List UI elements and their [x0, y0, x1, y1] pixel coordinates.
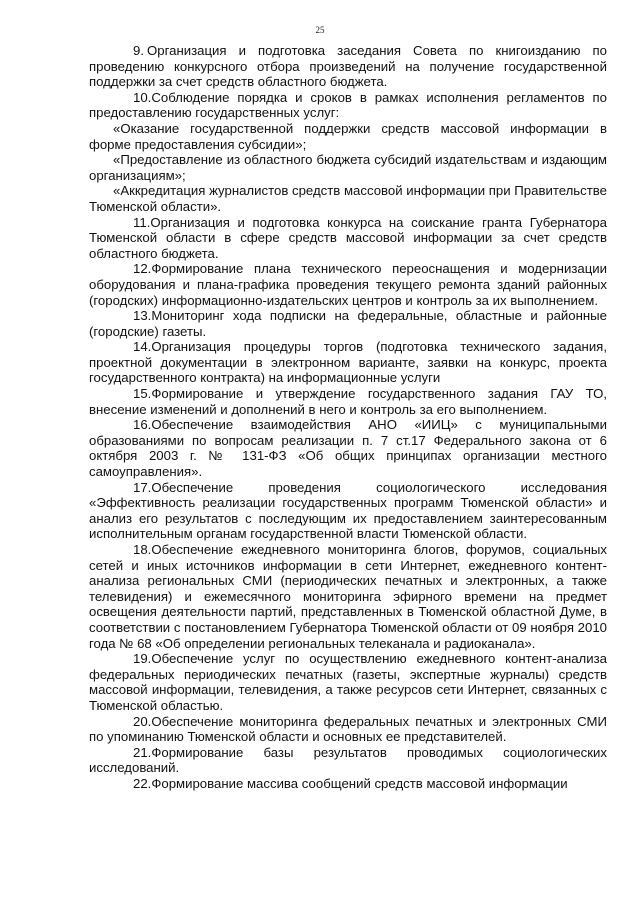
list-item-21	[89, 745, 607, 776]
item-number: 12.	[133, 261, 152, 277]
item-number: 22.	[133, 775, 152, 791]
item-number: 14.	[133, 339, 152, 355]
item-text: Обеспечение проведения социологического исследования «Эффективность реализации государственных программ Тюменской области» и анализ его результатов с последующим их предоставлением заинтересованным исполнительным органам государственной власти Тюменской области.	[89, 479, 607, 542]
item-text: Формирование массива сообщений средств массовой информации	[151, 775, 568, 791]
service-item-subsidy-support	[89, 121, 607, 152]
document-body	[89, 43, 607, 792]
item-text: Мониторинг хода подписки на федеральные, областные и районные (городские) газеты.	[89, 308, 607, 339]
page-number: 25	[315, 25, 325, 35]
list-item-16	[89, 417, 607, 479]
item-number: 10.	[133, 89, 152, 105]
item-text: Организация процедуры торгов (подготовка технического задания, проектной документации в электронном варианте, заявки на конкурс, проекта государственного контракта) на информационные услуги	[89, 339, 607, 386]
item-text: Формирование и утверждение государственного задания ГАУ ТО, внесение изменений и дополнений в него и контроль за его выполнением.	[89, 386, 607, 417]
item-number: 9.	[133, 43, 144, 58]
item-number: 17.	[133, 479, 152, 495]
item-number: 16.	[133, 417, 152, 433]
list-item-11	[89, 215, 607, 262]
item-text: Организация и подготовка заседания Совета по книгоизданию по проведению конкурсного отбора произведений на получение государственной поддержки за счет средств областного бюджета.	[89, 43, 607, 90]
list-item-19	[89, 651, 607, 713]
item-text: «Предоставление из областного бюджета субсидий издательствам и издающим организациям»;	[89, 152, 607, 183]
item-number: 19.	[133, 651, 152, 667]
list-item-13	[89, 308, 607, 339]
list-item-17	[89, 480, 607, 542]
list-item-22	[89, 776, 607, 792]
item-text: Обеспечение мониторинга федеральных печатных и электронных СМИ по упоминанию Тюменской области и основных ее представителей.	[89, 713, 607, 745]
item-text: Обеспечение взаимодействия АНО «ИИЦ» с муниципальными образованиями по вопросам реализации п. 7 ст.17 Федерального закона от 6 октября 2003 г. № 131-ФЗ «Об общих принципах организации местного самоуправления».	[89, 417, 607, 480]
list-item-9	[89, 43, 607, 90]
list-item-12	[89, 261, 607, 308]
item-number: 21.	[133, 744, 152, 760]
item-number: 15.	[133, 386, 152, 402]
service-item-accreditation	[89, 183, 607, 214]
list-item-15	[89, 386, 607, 417]
list-item-20	[89, 714, 607, 745]
service-item-publishers-subsidy	[89, 152, 607, 183]
item-text: «Оказание государственной поддержки средств массовой информации в форме предоставления субсидии»;	[89, 120, 607, 152]
item-text: Формирование плана технического переоснащения и модернизации оборудования и плана-графика проведения текущего ремонта зданий районных (городских) информационно-издательских центров и контроль за их выполнением.	[89, 261, 607, 308]
item-text: Формирование базы результатов проводимых социологических исследований.	[89, 744, 607, 776]
item-text: «Аккредитация журналистов средств массовой информации при Правительстве Тюменской области».	[89, 183, 607, 214]
item-text: Соблюдение порядка и сроков в рамках исполнения регламентов по предоставлению государственных услуг:	[89, 89, 607, 121]
item-number: 18.	[133, 542, 152, 557]
item-text: Обеспечение ежедневного мониторинга блогов, форумов, социальных сетей и иных источников информации в сети Интернет, ежедневного контент-анализа региональных СМИ (периодических печатных и электронных, а также телевидения) и ежемесячного мониторинга эфирного времени на предмет освещения деятельности партий, представленных в Тюменской областной Думе, в соответствии с постановлением Губернатора Тюменской области от 09 ноября 2010 года № 68 «Об определении региональных телеканала и радиоканала».	[89, 542, 607, 651]
item-number: 13.	[133, 308, 152, 324]
item-number: 11.	[133, 214, 151, 230]
list-item-10	[89, 90, 607, 121]
list-item-18	[89, 542, 607, 651]
item-text: Организация и подготовка конкурса на соискание гранта Губернатора Тюменской области в сфере средств массовой информации за счет средств областного бюджета.	[89, 214, 607, 261]
list-item-14	[89, 339, 607, 386]
item-number: 20.	[133, 713, 152, 729]
item-text: Обеспечение услуг по осуществлению ежедневного контент-анализа федеральных периодических печатных (газеты, экспертные журналы) средств массовой информации, телевидения, а также ресурсов сети Интернет, связанных с Тюменской областью.	[89, 651, 607, 713]
